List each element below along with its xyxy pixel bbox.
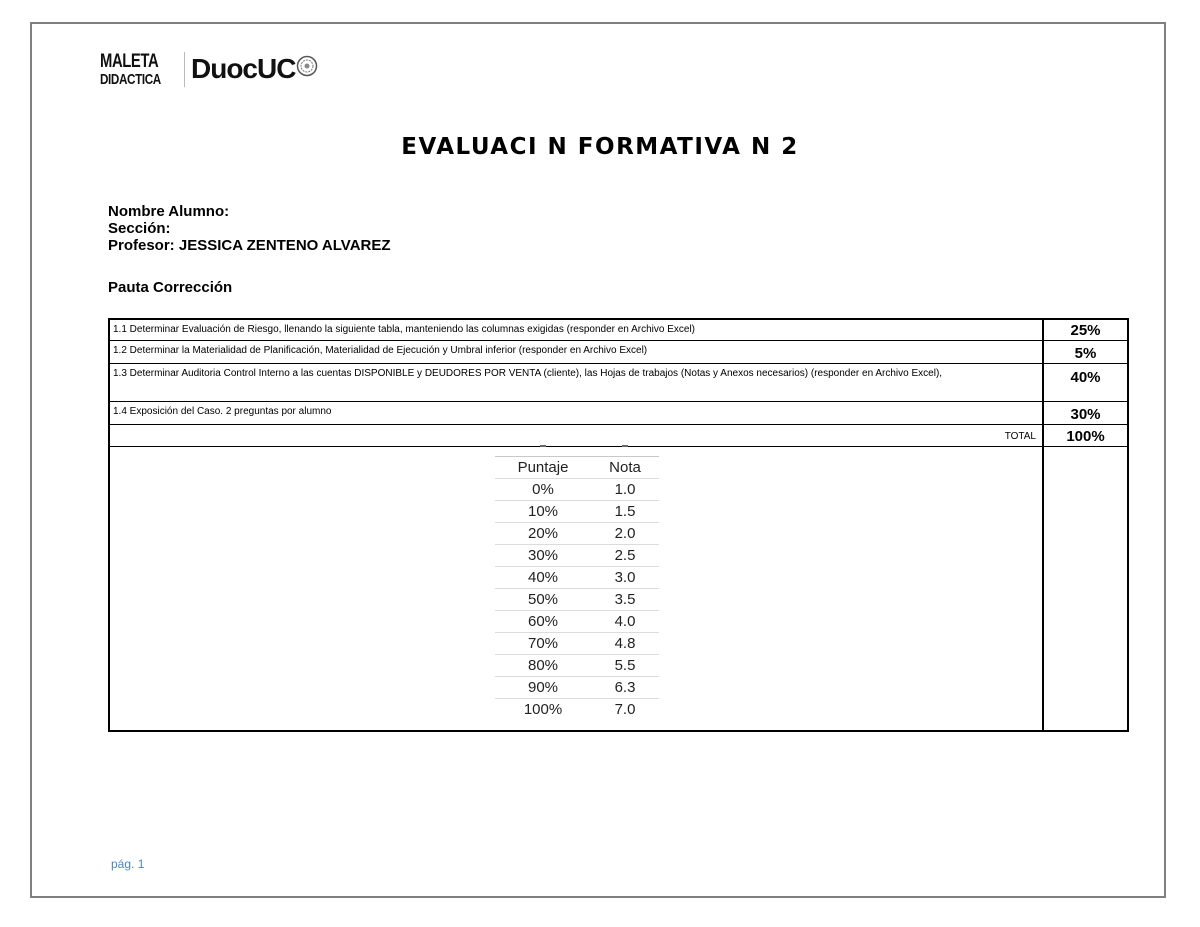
page-title: EVALUACI N FORMATIVA N 2 — [401, 134, 799, 160]
rubric-row — [110, 320, 1127, 341]
grade-score: 20% — [527, 525, 559, 542]
rubric-item-pct: 30% — [1070, 406, 1101, 423]
grade-row — [495, 479, 659, 501]
grade-note: 4.0 — [614, 613, 636, 630]
grade-score: 100% — [523, 701, 563, 718]
grade-score: 60% — [527, 613, 559, 630]
grade-note: 3.5 — [614, 591, 636, 608]
pauta-title: Pauta Corrección — [108, 279, 233, 296]
grade-note: 1.5 — [614, 503, 636, 520]
rubric-item-desc: 1.1 Determinar Evaluación de Riesgo, llenando la siguiente tabla, manteniendo las columnas exigidas (responder en Archivo Excel) — [113, 324, 696, 335]
grade-score: 30% — [527, 547, 559, 564]
grade-row — [495, 545, 659, 567]
grade-table — [495, 448, 659, 720]
logo-line-2: DIDACTICA — [100, 70, 161, 88]
grade-note: 3.0 — [614, 569, 636, 586]
student-name-label: Nombre Alumno: — [108, 203, 230, 220]
logo-line-1: MALETA — [100, 50, 159, 72]
grade-note: 4.8 — [614, 635, 636, 652]
grade-table-stub — [495, 448, 659, 457]
grade-note: 2.5 — [614, 547, 636, 564]
grade-score: 50% — [527, 591, 559, 608]
grade-note: 7.0 — [614, 701, 636, 718]
grade-row — [495, 589, 659, 611]
grade-row — [495, 677, 659, 699]
seal-icon — [296, 55, 318, 77]
grade-row — [495, 501, 659, 523]
total-label: TOTAL — [1004, 431, 1036, 442]
grade-row — [495, 633, 659, 655]
grade-row — [495, 699, 659, 720]
total-pct: 100% — [1066, 428, 1105, 445]
grade-table-header — [495, 457, 659, 479]
page-number: pág. 1 — [111, 857, 145, 871]
rubric-item-desc: 1.2 Determinar la Materialidad de Planificación, Materialidad de Ejecución y Umbral inferior (responder en Archivo Excel) — [113, 345, 648, 356]
rubric-row — [110, 341, 1127, 364]
student-info — [108, 203, 391, 254]
grade-note: 2.0 — [614, 525, 636, 542]
teacher-label: Profesor: JESSICA ZENTENO ALVAREZ — [108, 237, 391, 254]
grade-note: 1.0 — [614, 481, 636, 498]
grade-score: 10% — [527, 503, 559, 520]
header-nota: Nota — [609, 459, 641, 476]
grade-note: 5.5 — [614, 657, 636, 674]
rubric-row — [110, 402, 1127, 425]
rubric-item-pct: 25% — [1070, 322, 1101, 339]
header-puntaje: Puntaje — [517, 459, 569, 476]
rubric-item-desc: 1.3 Determinar Auditoria Control Interno a las cuentas DISPONIBLE y DEUDORES POR VENTA (cliente), las Hojas de trabajos (Notas y Anexos necesarios) (responder en Archivo Excel), — [113, 368, 943, 379]
grade-row — [495, 567, 659, 589]
grade-score: 90% — [527, 679, 559, 696]
rubric-item-pct: 5% — [1074, 345, 1097, 362]
maleta-didactica-logo — [100, 52, 185, 87]
rubric-item-pct: 40% — [1070, 369, 1101, 386]
rubric-total-row — [110, 425, 1127, 447]
section-label: Sección: — [108, 220, 171, 237]
grade-score: 70% — [527, 635, 559, 652]
rubric-table — [108, 318, 1129, 732]
grade-score: 80% — [527, 657, 559, 674]
grade-score: 40% — [527, 569, 559, 586]
grade-score: 0% — [532, 481, 554, 498]
grade-note: 6.3 — [614, 679, 636, 696]
duoc-logo — [100, 46, 318, 92]
grade-row — [495, 523, 659, 545]
rubric-row — [110, 364, 1127, 402]
grade-row — [495, 611, 659, 633]
logo-brand: DuocUC — [191, 53, 296, 84]
rubric-item-desc: 1.4 Exposición del Caso. 2 preguntas por alumno — [113, 406, 332, 417]
grade-row — [495, 655, 659, 677]
